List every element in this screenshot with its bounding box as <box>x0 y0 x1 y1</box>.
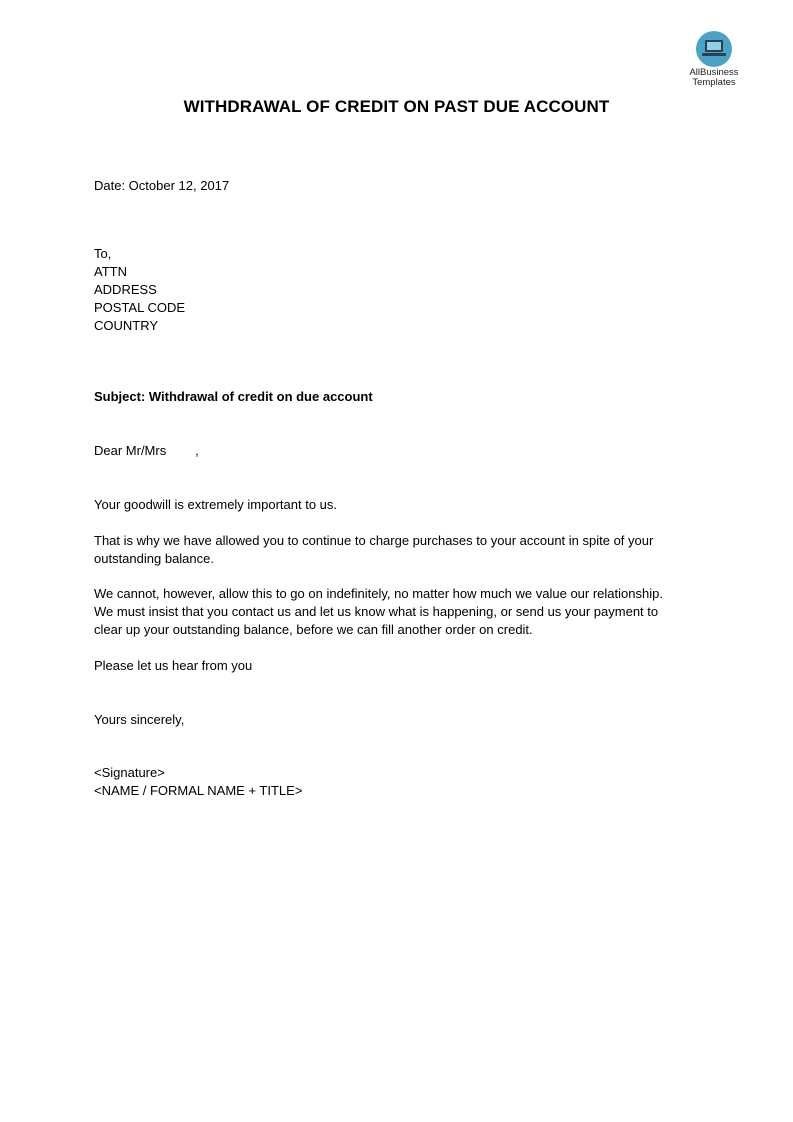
body-paragraph-2-line-1: That is why we have allowed you to continue to charge purchases to your account in spite of your <box>94 533 654 548</box>
body-paragraph-3 <box>94 585 704 638</box>
body-paragraph-2-line-2: outstanding balance. <box>94 550 214 566</box>
logo-line-2: Templates <box>692 77 736 88</box>
signature-placeholder: <Signature> <box>94 765 165 780</box>
recipient-address: ADDRESS <box>94 282 157 297</box>
recipient-attn: ATTN <box>94 264 127 279</box>
laptop-icon <box>696 31 732 67</box>
logo-line-1: AllBusiness <box>689 67 739 78</box>
letter-date: Date: October 12, 2017 <box>94 178 230 193</box>
body-paragraph-2 <box>94 532 704 568</box>
recipient-postal-code: POSTAL CODE <box>94 300 186 315</box>
body-paragraph-1: Your goodwill is extremely important to us. <box>94 497 338 512</box>
logo-text <box>680 68 748 88</box>
recipient-to: To, <box>94 246 112 261</box>
body-paragraph-3-line-2: We must insist that you contact us and let us know what is happening, or send us your payment to <box>94 603 659 619</box>
letter-closing: Yours sincerely, <box>94 712 185 727</box>
name-title-placeholder: <NAME / FORMAL NAME + TITLE> <box>94 783 303 798</box>
body-paragraph-3-line-1: We cannot, however, allow this to go on indefinitely, no matter how much we value our relationship. <box>94 586 663 601</box>
letter-subject: Subject: Withdrawal of credit on due account <box>94 389 373 404</box>
recipient-country: COUNTRY <box>94 318 159 333</box>
document-title: WITHDRAWAL OF CREDIT ON PAST DUE ACCOUNT <box>183 97 610 116</box>
brand-logo[interactable] <box>680 31 748 88</box>
letter-salutation: Dear Mr/Mrs , <box>94 443 199 458</box>
body-paragraph-3-line-3: clear up your outstanding balance, before we can fill another order on credit. <box>94 621 533 637</box>
body-paragraph-4: Please let us hear from you <box>94 658 253 673</box>
